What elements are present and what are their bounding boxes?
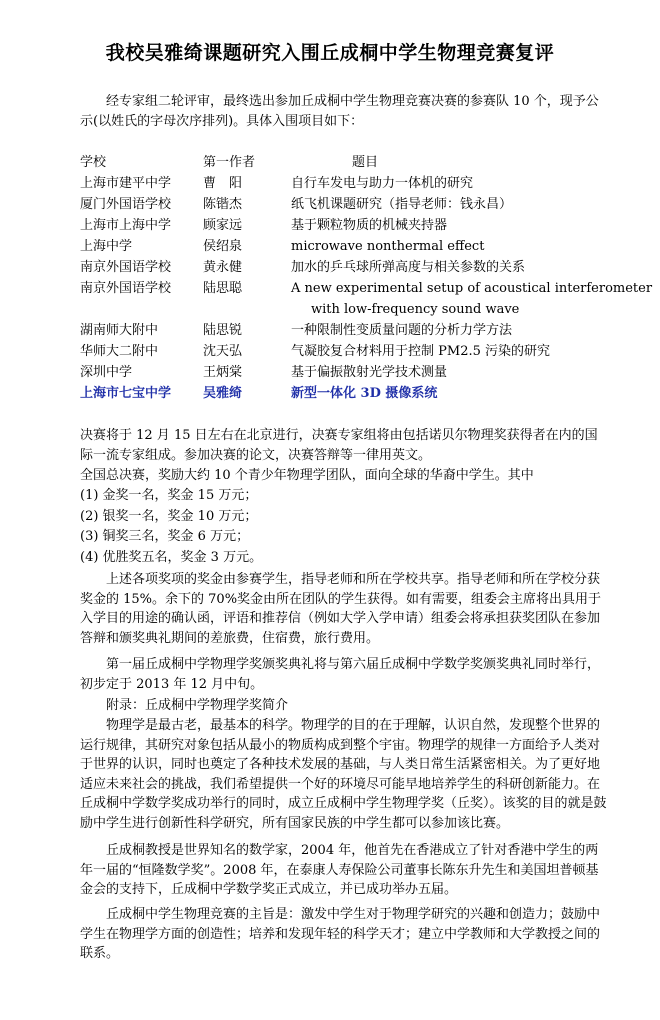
header-topic: 题目: [352, 155, 379, 170]
table-row: [80, 320, 620, 341]
cell-school: 上海中学: [80, 239, 133, 254]
table-row-highlighted: [80, 383, 620, 404]
cell-school: 深圳中学: [80, 365, 133, 380]
professor-paragraph: 丘成桐教授是世界知名的数学家，2004 年，他首先在香港成立了针对香港中学生的两年一届的“恒隆数学奖”。2008 年，在泰康人寿保险公司董事长陈东升先生和美国坦普顿基金会的支持下，丘成桐中学数学奖正式成立，并已成功举办五届。: [80, 843, 599, 897]
cell-school: 上海市建平中学: [80, 176, 172, 191]
prize-list: [80, 486, 262, 568]
prize-sharing-paragraph: 上述各项奖项的奖金由参赛学生，指导老师和所在学校共享。指导老师和所在学校分获奖金的 15%。余下的 70%奖金由所在团队的学生获得。如有需要，组委会主席将出具用于入学目的用途的确认函，评语和推荐信（例如大学入学申请）组委会将承担获奖团队在参加答辩和颁奖典礼期间的差旅费，住宿费，旅行费用。: [80, 572, 602, 646]
cell-author: 侯绍泉: [203, 239, 243, 254]
cell-topic: 基于偏振散射光学技术测量: [291, 365, 448, 380]
cell-school: 南京外国语学校: [80, 281, 172, 296]
cell-school: 上海市七宝中学: [80, 386, 172, 401]
prize-item: (4) 优胜奖五名，奖金 3 万元。: [80, 549, 263, 565]
cell-author: 陆思锐: [203, 323, 243, 338]
table-row: [80, 194, 620, 215]
table-row: [80, 278, 653, 320]
table-header: [80, 152, 620, 173]
finalist-table: [80, 152, 653, 404]
cell-topic: 纸飞机课题研究（指导老师：钱永昌）: [291, 197, 513, 212]
ceremony-paragraph: 第一届丘成桐中学物理学奖颁奖典礼将与第六届丘成桐中学数学奖颁奖典礼同时举行，初步定于 2013 年 12 月中旬。: [80, 657, 601, 692]
page-title: 我校吴雅绮课题研究入围丘成桐中学生物理竞赛复评: [105, 42, 555, 64]
cell-author: 沈天弘: [203, 344, 243, 359]
cell-author: 吴雅绮: [203, 386, 243, 401]
header-school: 学校: [80, 155, 107, 170]
cell-author: 王炳棠: [203, 365, 243, 380]
cell-topic-line2: with low-frequency sound wave: [311, 302, 520, 317]
prize-item: (1) 金奖一名，奖金 15 万元；: [80, 488, 258, 503]
cell-author: 陈锴杰: [203, 197, 243, 212]
header-author: 第一作者: [203, 155, 256, 170]
final-info-paragraph: 决赛将于 12 月 15 日左右在北京进行，决赛专家组将由包括诺贝尔物理奖获得者在内的国际一流专家组成。参加决赛的论文，决赛答辩等一律用英文。: [80, 428, 598, 463]
cell-topic: microwave nonthermal effect: [291, 239, 485, 254]
cell-school: 厦门外国语学校: [80, 197, 172, 212]
cell-school: 湖南师大附中: [80, 323, 159, 338]
cell-school: 南京外国语学校: [80, 260, 172, 275]
cell-author: 黄永健: [203, 260, 243, 275]
table-row: [80, 341, 620, 362]
cell-author: 顾家远: [203, 218, 243, 233]
cell-topic: 加水的乒乓球所弹高度与相关参数的关系: [291, 260, 526, 275]
cell-topic-line1: A new experimental setup of acoustical interferometer: [291, 281, 653, 296]
cell-topic: 基于颗粒物质的机械夹持器: [291, 218, 448, 233]
cell-topic: 自行车发电与助力一体机的研究: [291, 176, 474, 191]
physics-intro-paragraph: 物理学是最古老，最基本的科学。物理学的目的在于理解，认识自然，发现整个世界的运行规律，其研究对象包括从最小的物质构成到整个宇宙。物理学的规律一方面给予人类对于世界的认识，同时也奠定了各种技术发展的基础，与人类日常生活紧密相关。为了更好地适应未来社会的挑战，我们希望提供一个好的环境尽可能早地培养学生的科研创新能力。在丘成桐中学数学奖成功举行的同时，成立丘成桐中学生物理学奖（丘奖）。该奖的目的就是鼓励中学生进行创新性科学研究，所有国家民族的中学生都可以参加该比赛。: [80, 718, 607, 831]
table-row: [80, 215, 620, 236]
appendix-heading: 附录：丘成桐中学物理学奖简介: [106, 698, 289, 713]
cell-author: 曹 阳: [203, 176, 243, 191]
table-row: [80, 236, 620, 257]
table-row: [80, 173, 620, 194]
table-row: [80, 362, 620, 383]
cell-topic: 一种限制性变质量问题的分析力学方法: [291, 323, 513, 338]
cell-school: 上海市上海中学: [80, 218, 172, 233]
cell-author: 陆思聪: [203, 281, 243, 296]
table-row: [80, 257, 620, 278]
cell-school: 华师大二附中: [80, 344, 159, 359]
awards-intro-paragraph: 全国总决赛，奖励大约 10 个青少年物理学团队，面向全球的华裔中学生。其中: [80, 468, 534, 483]
prize-item: (2) 银奖一名，奖金 10 万元；: [80, 508, 258, 524]
prize-item: (3) 铜奖三名，奖金 6 万元；: [80, 529, 250, 544]
cell-topic: 气凝胶复合材料用于控制 PM2.5 污染的研究: [291, 344, 550, 359]
cell-topic: 新型一体化 3D 摄像系统: [291, 386, 438, 401]
cell-topic: [291, 278, 653, 317]
competition-purpose-paragraph: 丘成桐中学生物理竞赛的主旨是：激发中学生对于物理学研究的兴趣和创造力；鼓励中学生在物理学方面的创造性；培养和发现年轻的科学天才；建立中学教师和大学教授之间的联系。: [80, 907, 601, 961]
intro-paragraph: 经专家组二轮评审，最终选出参加丘成桐中学生物理竞赛决赛的参赛队 10 个，现予公示(以姓氏的字母次序排列)。具体入围项目如下：: [80, 94, 599, 129]
